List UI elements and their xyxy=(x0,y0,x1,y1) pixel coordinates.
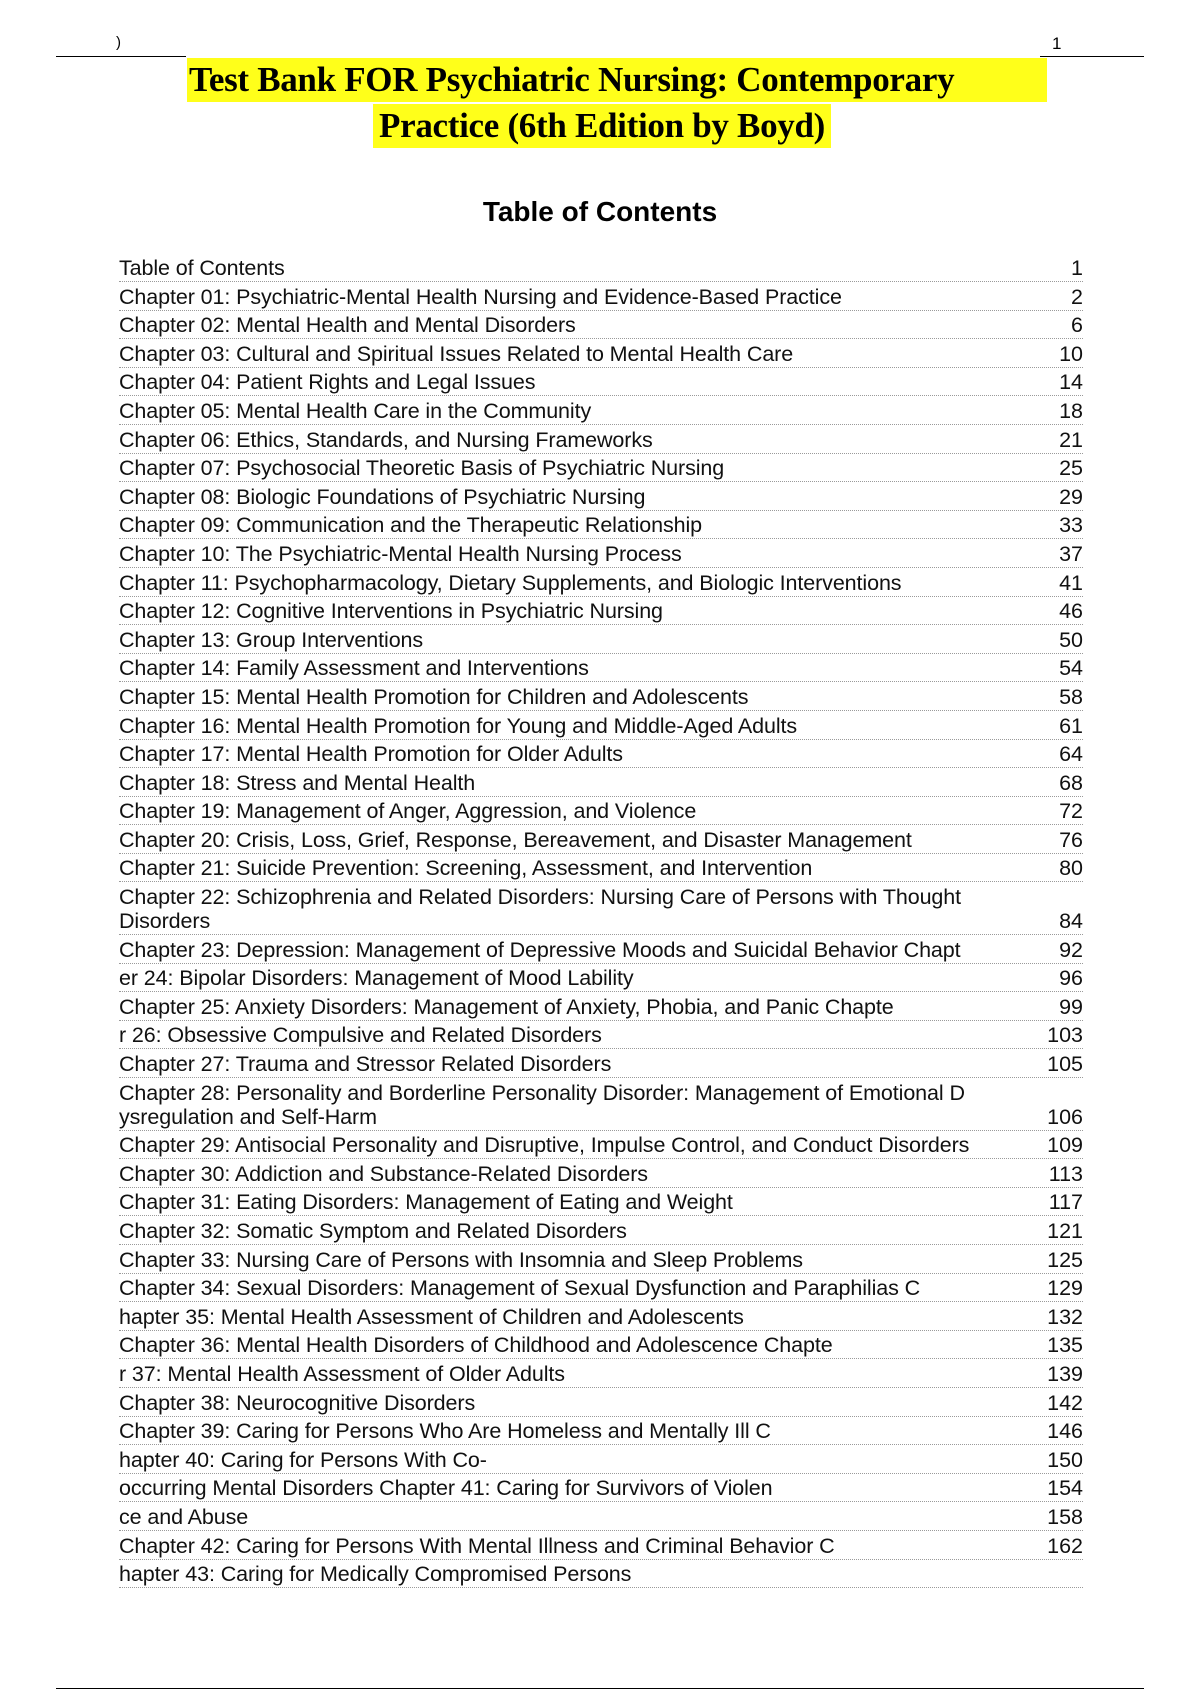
toc-entry[interactable] xyxy=(119,1534,1083,1560)
toc-entry-page: 1 xyxy=(1071,256,1083,280)
toc-heading: Table of Contents xyxy=(482,196,718,227)
toc-entry-title: hapter 40: Caring for Persons With Co- xyxy=(119,1447,487,1472)
toc-entry-page: 132 xyxy=(1047,1304,1083,1329)
toc-entry-title: Chapter 32: Somatic Symptom and Related Disorders xyxy=(119,1219,627,1243)
toc-entry-title: Chapter 36: Mental Health Disorders of Childhood and Adolescence Chapte xyxy=(119,1333,833,1358)
toc-entry[interactable] xyxy=(119,599,1083,625)
toc-entry-title: Chapter 39: Caring for Persons Who Are Homeless and Mentally Ill C xyxy=(119,1419,771,1444)
header-page-number: 1 xyxy=(1052,34,1062,53)
toc-entry-page: 25 xyxy=(1059,456,1083,481)
toc-entry-page: 61 xyxy=(1059,713,1083,738)
toc-entry-page: 121 xyxy=(1047,1219,1083,1243)
toc-entry[interactable] xyxy=(119,285,1083,311)
toc-entry-page: 21 xyxy=(1059,427,1083,452)
toc-entry-page: 129 xyxy=(1047,1276,1083,1301)
toc-entry[interactable] xyxy=(119,938,1083,964)
title-line-1: Test Bank FOR Psychiatric Nursing: Contemporary xyxy=(187,58,1047,102)
toc-entry[interactable] xyxy=(119,1562,1083,1588)
toc-entry-page: 80 xyxy=(1059,856,1083,881)
toc-entry-page: 58 xyxy=(1059,684,1083,709)
toc-entry-title: hapter 43: Caring for Medically Compromised Persons xyxy=(119,1562,632,1587)
toc-entry-page: 125 xyxy=(1047,1247,1083,1272)
toc-entry[interactable] xyxy=(119,1023,1083,1049)
toc-entry-title: Chapter 15: Mental Health Promotion for Children and Adolescents xyxy=(119,684,749,709)
title-line-2: Practice (6th Edition by Boyd) xyxy=(373,104,831,148)
toc-entry[interactable] xyxy=(119,1305,1083,1331)
toc-entry-title: ce and Abuse xyxy=(119,1504,249,1529)
toc-entry-page: 117 xyxy=(1048,1190,1083,1215)
toc-entry[interactable] xyxy=(119,342,1083,368)
toc-entry[interactable] xyxy=(119,1333,1083,1359)
toc-entry-title: Chapter 06: Ethics, Standards, and Nursing Frameworks xyxy=(119,427,653,452)
toc-entry[interactable] xyxy=(119,1162,1083,1188)
toc-entry[interactable] xyxy=(119,428,1083,454)
toc-entry[interactable] xyxy=(119,656,1083,682)
toc-entry-title: Chapter 10: The Psychiatric-Mental Health Nursing Process xyxy=(119,541,682,566)
toc-entry-page: 158 xyxy=(1047,1504,1083,1529)
toc-entry[interactable] xyxy=(119,966,1083,992)
toc-entry-title: Chapter 11: Psychopharmacology, Dietary Supplements, and Biologic Interventions xyxy=(119,570,902,595)
toc-entry-title: Table of Contents xyxy=(119,256,285,280)
toc-entry-title: Chapter 03: Cultural and Spiritual Issues Related to Mental Health Care xyxy=(119,341,794,366)
toc-entry-page: 105 xyxy=(1047,1052,1083,1077)
toc-entry-page: 18 xyxy=(1059,398,1083,423)
toc-entry[interactable] xyxy=(119,485,1083,511)
toc-entry[interactable] xyxy=(119,771,1083,797)
toc-entry[interactable] xyxy=(119,799,1083,825)
toc-entry-title: occurring Mental Disorders Chapter 41: Caring for Survivors of Violen xyxy=(119,1476,773,1501)
toc-entry[interactable] xyxy=(119,1248,1083,1274)
toc-entry-title: Chapter 14: Family Assessment and Interventions xyxy=(119,656,589,681)
toc-entry[interactable] xyxy=(119,1276,1083,1302)
toc-entry-title: r 26: Obsessive Compulsive and Related Disorders xyxy=(119,1023,602,1048)
toc-entry-title: Chapter 13: Group Interventions xyxy=(119,627,424,652)
toc-entry[interactable] xyxy=(119,628,1083,654)
toc-entry[interactable] xyxy=(119,456,1083,482)
toc-entry[interactable] xyxy=(119,513,1083,539)
toc-entry[interactable] xyxy=(119,1133,1083,1159)
toc-entry[interactable] xyxy=(119,714,1083,740)
toc-entry-title: Chapter 01: Psychiatric-Mental Health Nursing and Evidence-Based Practice xyxy=(119,284,842,309)
toc-entry-page: 146 xyxy=(1047,1419,1083,1444)
toc-entry-page: 162 xyxy=(1047,1533,1083,1558)
toc-entry-page: 92 xyxy=(1059,937,1083,962)
toc-entry-page: 46 xyxy=(1059,599,1083,624)
toc-entry[interactable] xyxy=(119,885,1083,935)
toc-entry[interactable] xyxy=(119,399,1083,425)
toc-entry[interactable] xyxy=(119,1391,1083,1417)
header-rule-left xyxy=(56,56,186,57)
toc-entry-page: 10 xyxy=(1059,341,1083,366)
toc-entry[interactable] xyxy=(119,995,1083,1021)
toc-entry[interactable] xyxy=(119,828,1083,854)
toc-entry-title: Chapter 31: Eating Disorders: Management of Eating and Weight xyxy=(119,1190,733,1215)
toc-entry-title: Chapter 20: Crisis, Loss, Grief, Response, Bereavement, and Disaster Management xyxy=(119,827,912,852)
toc-entry-page: 150 xyxy=(1047,1447,1083,1472)
toc-entry-page: 96 xyxy=(1059,966,1083,991)
toc-entry-title: Chapter 29: Antisocial Personality and Disruptive, Impulse Control, and Conduct Disorders xyxy=(119,1133,970,1158)
toc-entry-page: 68 xyxy=(1059,770,1083,795)
toc-entry[interactable] xyxy=(119,1362,1083,1388)
toc-entry-title: Chapter 12: Cognitive Interventions in Psychiatric Nursing xyxy=(119,599,663,624)
toc-entry[interactable] xyxy=(119,1505,1083,1531)
toc-entry-page: 103 xyxy=(1047,1023,1083,1048)
toc-entry-title: Chapter 04: Patient Rights and Legal Issues xyxy=(119,370,536,395)
toc-entry[interactable] xyxy=(119,1190,1083,1216)
toc-entry-title: Chapter 19: Management of Anger, Aggression, and Violence xyxy=(119,799,697,824)
toc-entry[interactable] xyxy=(119,685,1083,711)
toc-entry-title: Chapter 07: Psychosocial Theoretic Basis of Psychiatric Nursing xyxy=(119,456,725,481)
toc-entry-title: hapter 35: Mental Health Assessment of Children and Adolescents xyxy=(119,1304,744,1329)
toc-entry-page: 99 xyxy=(1059,994,1083,1019)
toc-entry-page: 113 xyxy=(1048,1161,1083,1186)
toc-entry-page: 84 xyxy=(1059,909,1083,934)
toc-entry-title: Chapter 42: Caring for Persons With Mental Illness and Criminal Behavior C xyxy=(119,1533,835,1558)
toc-entry-page: 33 xyxy=(1059,513,1083,538)
toc-entry-title: Chapter 27: Trauma and Stressor Related Disorders xyxy=(119,1052,612,1077)
toc-entry[interactable] xyxy=(119,571,1083,597)
toc-entry-title: Chapter 16: Mental Health Promotion for Young and Middle-Aged Adults xyxy=(119,713,798,738)
toc-entry-title: Chapter 08: Biologic Foundations of Psychiatric Nursing xyxy=(119,484,646,509)
toc-entry-title: Chapter 23: Depression: Management of Depressive Moods and Suicidal Behavior Chapt xyxy=(119,937,961,962)
toc-entry[interactable] xyxy=(119,856,1083,882)
toc-entry-page: 139 xyxy=(1047,1361,1083,1386)
toc-entry-page: 135 xyxy=(1047,1333,1083,1358)
toc-entry-page: 106 xyxy=(1047,1104,1083,1129)
toc-entry-title: Chapter 22: Schizophrenia and Related Disorders: Nursing Care of Persons with Thought Disorders xyxy=(119,885,962,934)
header-rule-right xyxy=(1040,56,1144,57)
toc-entry-title: Chapter 30: Addiction and Substance-Related Disorders xyxy=(119,1161,648,1186)
toc-entry-page: 6 xyxy=(1071,313,1083,338)
toc-entry[interactable] xyxy=(119,1448,1083,1474)
toc-entry-title: Chapter 33: Nursing Care of Persons with Insomnia and Sleep Problems xyxy=(119,1247,803,1272)
toc-entry[interactable] xyxy=(119,1052,1083,1078)
toc-entry-title: Chapter 28: Personality and Borderline Personality Disorder: Management of Emotional D ysregulation and Self-Harm xyxy=(119,1080,965,1129)
toc-entry[interactable] xyxy=(119,1219,1083,1245)
toc-entry-title: Chapter 09: Communication and the Therapeutic Relationship xyxy=(119,513,703,538)
toc-entry-page: 54 xyxy=(1059,656,1083,681)
toc-entry-title: Chapter 02: Mental Health and Mental Disorders xyxy=(119,313,576,338)
toc-entry-title: Chapter 34: Sexual Disorders: Management of Sexual Dysfunction and Paraphilias C xyxy=(119,1276,921,1301)
header-mark: ) xyxy=(116,34,121,51)
toc-entry-title: Chapter 18: Stress and Mental Health xyxy=(119,770,476,795)
toc-entry[interactable] xyxy=(119,313,1083,339)
toc-entry-page: 29 xyxy=(1059,484,1083,509)
toc-entry[interactable] xyxy=(119,742,1083,768)
footer-rule xyxy=(56,1688,1144,1689)
toc-entry[interactable] xyxy=(119,542,1083,568)
toc-entry[interactable] xyxy=(119,256,1083,282)
toc-entry-title: er 24: Bipolar Disorders: Management of Mood Lability xyxy=(119,966,634,991)
toc-entry-title: Chapter 21: Suicide Prevention: Screening, Assessment, and Intervention xyxy=(119,856,813,881)
toc-entry-title: Chapter 25: Anxiety Disorders: Management of Anxiety, Phobia, and Panic Chapte xyxy=(119,994,894,1019)
toc-entry[interactable] xyxy=(119,1081,1083,1131)
toc-entry-title: r 37: Mental Health Assessment of Older Adults xyxy=(119,1361,565,1386)
toc-entry[interactable] xyxy=(119,1476,1083,1502)
toc-entry-page: 76 xyxy=(1059,827,1083,852)
toc-entry-page: 37 xyxy=(1059,541,1083,566)
toc-entry-title: Chapter 17: Mental Health Promotion for Older Adults xyxy=(119,742,623,767)
toc-entry-title: Chapter 38: Neurocognitive Disorders xyxy=(119,1390,476,1415)
toc-entry-page: 41 xyxy=(1059,570,1083,595)
toc-list xyxy=(119,256,1083,1591)
toc-entry-title: Chapter 05: Mental Health Care in the Community xyxy=(119,398,592,423)
toc-entry-page: 142 xyxy=(1047,1390,1083,1415)
toc-entry-page: 14 xyxy=(1059,370,1083,395)
toc-entry-page: 64 xyxy=(1059,742,1083,767)
toc-entry-page: 50 xyxy=(1059,627,1083,652)
toc-entry[interactable] xyxy=(119,1419,1083,1445)
toc-entry-page: 154 xyxy=(1047,1476,1083,1501)
toc-entry-page: 109 xyxy=(1047,1133,1083,1158)
toc-entry[interactable] xyxy=(119,370,1083,396)
toc-entry-page: 2 xyxy=(1071,284,1083,309)
toc-entry-page: 72 xyxy=(1059,799,1083,824)
